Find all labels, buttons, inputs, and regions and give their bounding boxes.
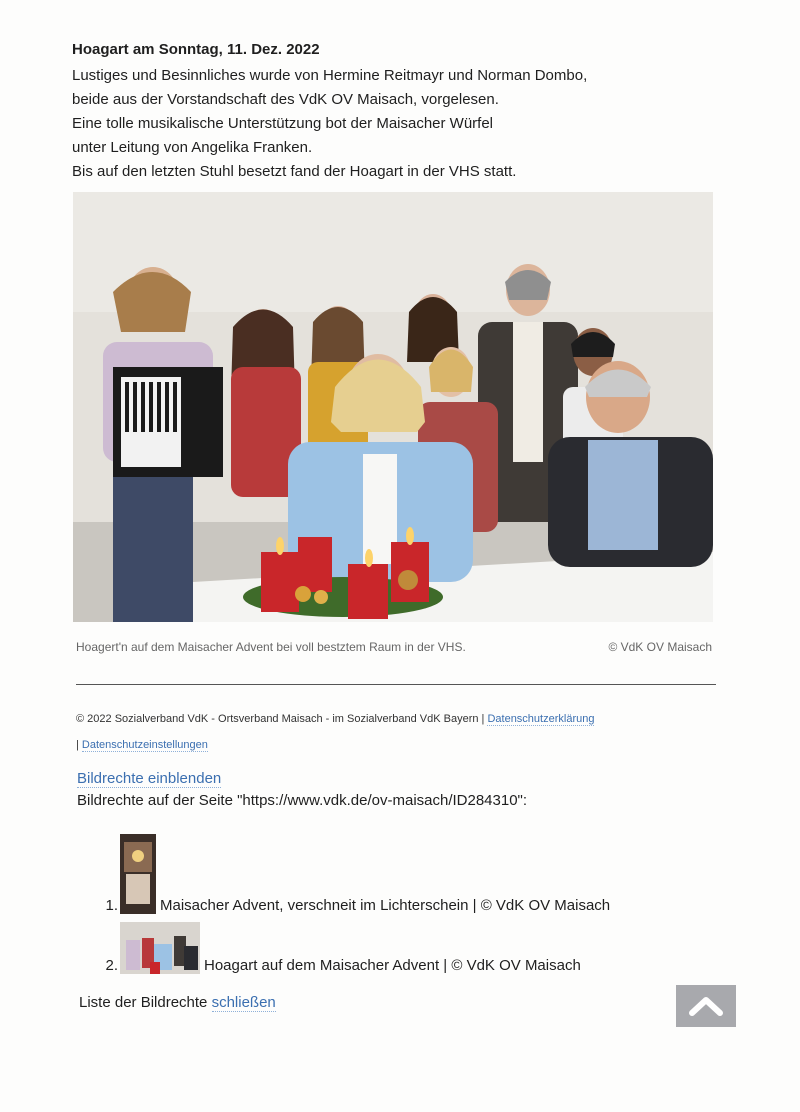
footer [76, 706, 676, 758]
privacy-policy-link[interactable]: Datenschutzerklärung [487, 713, 595, 725]
image-rights-toggle-link[interactable]: Bildrechte einblenden [77, 770, 222, 787]
article [72, 40, 732, 184]
privacy-settings-link[interactable]: Datenschutzeinstellungen [81, 739, 208, 751]
footer-separator: | [76, 739, 79, 751]
divider [76, 684, 716, 685]
image-rights-list [100, 830, 610, 974]
list-item-number: 1. [105, 897, 118, 914]
article-line: Eine tolle musikalische Unterstützung bot der Maisacher Würfel [72, 115, 494, 132]
list-item-text: Maisacher Advent, verschneit im Lichterschein | © VdK OV Maisach [160, 897, 611, 914]
image-rights-close-line [79, 994, 276, 1011]
image-rights-heading: Bildrechte auf der Seite "https://www.vdk.de/ov-maisach/ID284310": [77, 792, 528, 809]
advent-thumbnail [120, 834, 156, 914]
list-item-text: Hoagart auf dem Maisacher Advent | © VdK OV Maisach [204, 957, 581, 974]
group-photo [73, 192, 713, 622]
article-line: beide aus der Vorstandschaft des VdK OV Maisach, vorgelesen. [72, 91, 499, 108]
article-line: Lustiges und Besinnliches wurde von Hermine Reitmayr und Norman Dombo, [72, 67, 588, 84]
list-item-number: 2. [105, 957, 118, 974]
chevron-up-icon [688, 995, 724, 1017]
footer-copyright: © 2022 Sozialverband VdK - Ortsverband Maisach - im Sozialverband VdK Bayern | [76, 713, 485, 725]
article-line: unter Leitung von Angelika Franken. [72, 139, 313, 156]
image-rights-close-prefix: Liste der Bildrechte [79, 994, 208, 1011]
list-item [100, 918, 610, 974]
photo-caption: Hoagert'n auf dem Maisacher Advent bei voll bestztem Raum in der VHS. [76, 640, 466, 654]
list-item [100, 830, 610, 914]
image-rights-toggle-wrap [77, 770, 221, 787]
image-rights-close-link[interactable]: schließen [211, 994, 276, 1011]
article-title: Hoagart am Sonntag, 11. Dez. 2022 [72, 41, 320, 58]
group-photo-image [73, 192, 713, 622]
scroll-to-top-button[interactable] [676, 985, 736, 1027]
article-line: Bis auf den letzten Stuhl besetzt fand der Hoagart in der VHS statt. [72, 163, 517, 180]
photo-credit: © VdK OV Maisach [608, 640, 712, 654]
hoagart-thumbnail [120, 922, 200, 974]
photo-caption-bar [76, 640, 712, 654]
